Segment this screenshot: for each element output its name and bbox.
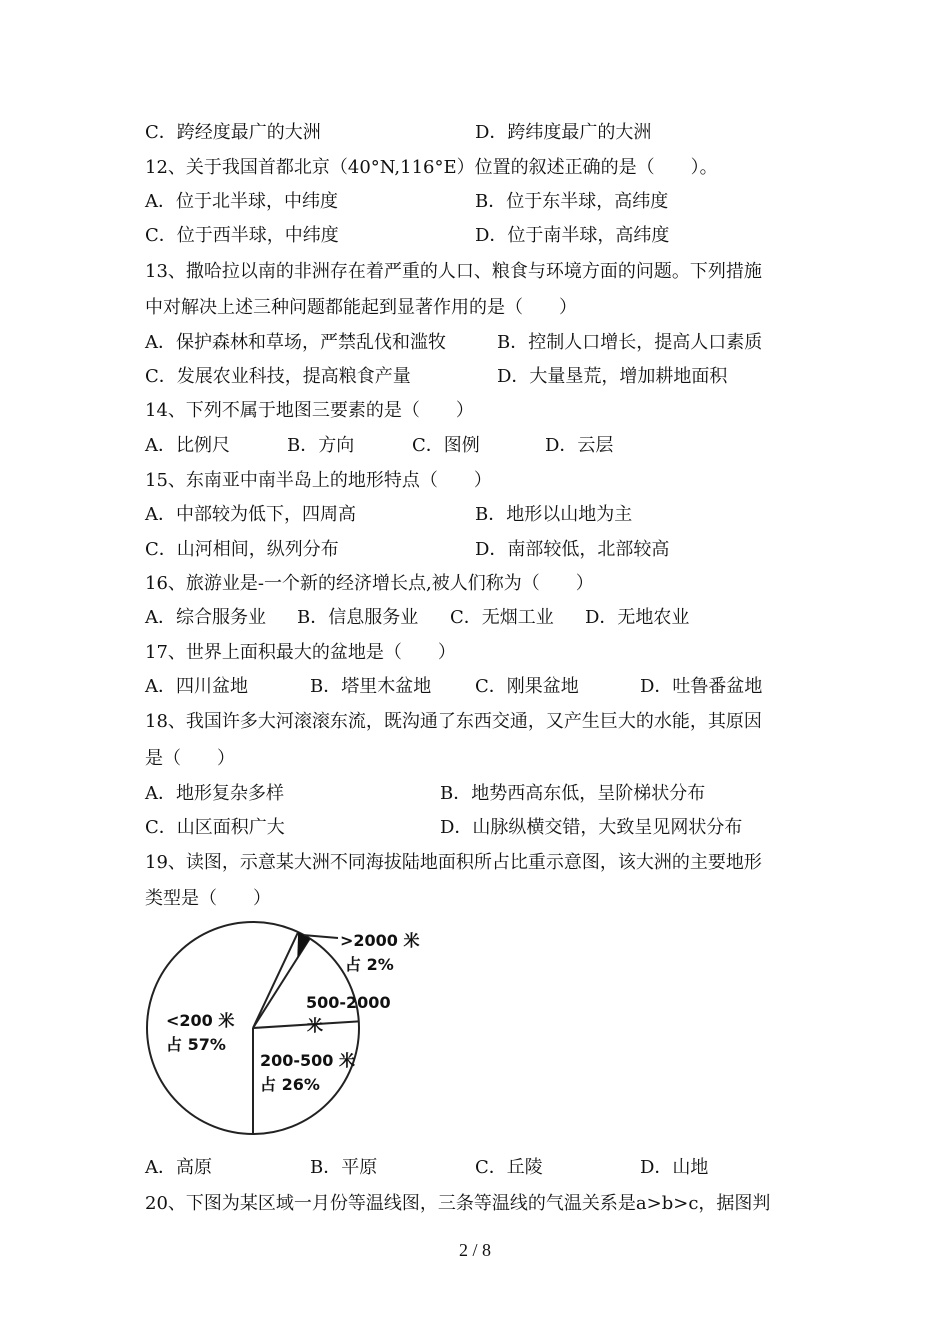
- slice-percent-lt200: 占 57%: [166, 1035, 226, 1054]
- q19-stem-line1: 19、读图，示意某大洲不同海拔陆地面积所占比重示意图，该大洲的主要地形: [145, 852, 762, 873]
- q17-option-b: B．塔里木盆地: [310, 676, 432, 697]
- q17-option-c: C．刚果盆地: [475, 676, 579, 697]
- q16-option-a: A．综合服务业: [145, 607, 266, 628]
- q13-option-b: B．控制人口增长，提高人口素质: [497, 332, 763, 353]
- q18-stem-line2: 是（ ）: [145, 748, 235, 769]
- q18-option-a: A．地形复杂多样: [145, 783, 284, 804]
- q13-option-c: C．发展农业科技，提高粮食产量: [145, 366, 411, 387]
- page-number: 2 / 8: [458, 1240, 491, 1260]
- q15-stem: 15、东南亚中南半岛上的地形特点（ ）: [145, 470, 492, 491]
- slice-unit-500-2000: 米: [307, 1016, 324, 1035]
- q12-option-d: D．位于南半球，高纬度: [475, 225, 670, 246]
- q19-option-d: D．山地: [640, 1157, 709, 1178]
- q14-stem: 14、下列不属于地图三要素的是（ ）: [145, 400, 474, 421]
- slice-label-gt2000: >2000 米: [340, 931, 420, 950]
- altitude-pie-chart: [140, 918, 440, 1150]
- q16-stem: 16、旅游业是-一个新的经济增长点,被人们称为（ ）: [145, 573, 594, 594]
- q18-option-d: D．山脉纵横交错，大致呈见网状分布: [440, 817, 743, 838]
- q11-option-d: D．跨纬度最广的大洲: [475, 122, 652, 143]
- q15-option-c: C．山河相间，纵列分布: [145, 539, 339, 560]
- q13-option-d: D．大量垦荒，增加耕地面积: [497, 366, 728, 387]
- q18-stem-line1: 18、我国许多大河滚滚东流，既沟通了东西交通，又产生巨大的水能，其原因: [145, 711, 762, 732]
- pie-boundary-200-500-top: [253, 1021, 359, 1028]
- q12-option-c: C．位于西半球，中纬度: [145, 225, 339, 246]
- q16-option-b: B．信息服务业: [297, 607, 419, 628]
- q17-option-d: D．吐鲁番盆地: [640, 676, 763, 697]
- q15-option-a: A．中部较为低下，四周高: [145, 504, 356, 525]
- q19-option-c: C．丘陵: [475, 1157, 543, 1178]
- q11-option-c: C．跨经度最广的大洲: [145, 122, 321, 143]
- q14-option-b: B．方向: [287, 435, 355, 456]
- slice-percent-gt2000: 占 2%: [345, 955, 394, 974]
- q12-option-a: A．位于北半球，中纬度: [145, 191, 338, 212]
- q18-option-c: C．山区面积广大: [145, 817, 285, 838]
- slice-label-lt200: <200 米: [166, 1011, 235, 1030]
- q18-option-b: B．地势西高东低，呈阶梯状分布: [440, 783, 706, 804]
- q17-option-a: A．四川盆地: [145, 676, 248, 697]
- q13-option-a: A．保护森林和草场，严禁乱伐和滥牧: [145, 332, 446, 353]
- q16-option-d: D．无地农业: [585, 607, 690, 628]
- q14-option-d: D．云层: [545, 435, 614, 456]
- q14-option-c: C．图例: [412, 435, 480, 456]
- q19-stem-line2: 类型是（ ）: [145, 888, 271, 909]
- q17-stem: 17、世界上面积最大的盆地是（ ）: [145, 642, 456, 663]
- q12-option-b: B．位于东半球，高纬度: [475, 191, 669, 212]
- pie-boundary-gt2000-top: [253, 932, 298, 1028]
- q13-stem-line1: 13、撒哈拉以南的非洲存在着严重的人口、粮食与环境方面的问题。下列措施: [145, 261, 762, 282]
- q16-option-c: C．无烟工业: [450, 607, 554, 628]
- slice-label-200-500: 200-500 米: [260, 1051, 356, 1070]
- q15-option-d: D．南部较低，北部较高: [475, 539, 670, 560]
- slice-percent-200-500: 占 26%: [260, 1075, 320, 1094]
- q15-option-b: B．地形以山地为主: [475, 504, 633, 525]
- q19-option-a: A．高原: [145, 1157, 212, 1178]
- slice-label-500-2000: 500-2000: [306, 993, 391, 1012]
- q20-stem: 20、下图为某区域一月份等温线图，三条等温线的气温关系是a>b>c，据图判: [145, 1193, 771, 1214]
- q13-stem-line2: 中对解决上述三种问题都能起到显著作用的是（ ）: [145, 297, 577, 318]
- q14-option-a: A．比例尺: [145, 435, 230, 456]
- q12-stem: 12、关于我国首都北京（40°N,116°E）位置的叙述正确的是（ ）。: [145, 157, 718, 178]
- q19-option-b: B．平原: [310, 1157, 378, 1178]
